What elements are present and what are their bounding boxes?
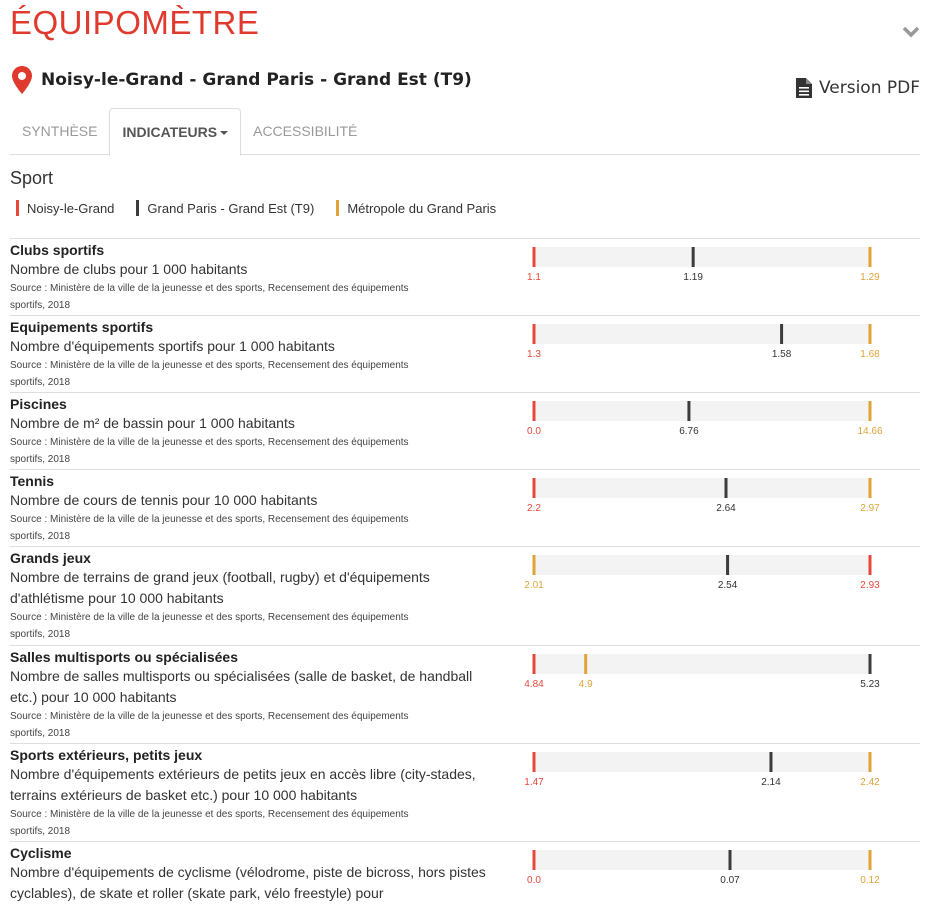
indicator-source: sportifs, 2018 [10,377,71,388]
indicator-row [10,743,920,841]
indicator-gauge [10,393,920,453]
indicator-title: Equipements sportifs [10,319,154,335]
tab-accessibilite-label: ACCESSIBILITÉ [253,123,358,139]
indicator-description: Nombre d'équipements sportifs pour 1 000 habitants [10,338,335,354]
indicator-description: Nombre de salles multisports ou spécialisées (salle de basket, de handball [10,668,473,684]
indicator-source: sportifs, 2018 [10,531,71,542]
legend-swatch-commune [16,200,19,216]
indicator-source: Source : Ministère de la ville de la jeunesse et des sports, Recensement des équipements [10,360,409,371]
gauge-value-metropole: 2.42 [860,777,880,788]
gauge-track [534,401,870,421]
gauge-marker-metropole [869,478,872,498]
gauge-value-metropole: 0.12 [860,875,880,886]
indicator-row [10,841,920,907]
indicator-row [10,546,920,645]
gauge-marker-territoire [769,752,772,772]
gauge-marker-metropole [869,850,872,870]
gauge-value-commune: 2.2 [527,503,541,514]
caret-down-icon [220,131,228,135]
indicator-source: Source : Ministère de la ville de la jeunesse et des sports, Recensement des équipements [10,283,409,294]
gauge-marker-commune [533,324,536,344]
indicator-row [10,645,920,743]
legend-item-territoire [136,200,314,216]
gauge-value-commune: 0.0 [527,426,541,437]
gauge-value-metropole: 1.68 [860,349,880,360]
pdf-version-label: Version PDF [818,78,920,98]
app-title: ÉQUIPOMÈTRE [10,4,260,41]
gauge-track [534,247,870,267]
gauge-marker-metropole [869,247,872,267]
gauge-marker-commune [533,654,536,674]
gauge-value-territoire: 5.23 [860,679,880,690]
legend [16,200,518,216]
gauge-marker-territoire [729,850,732,870]
tab-indicateurs[interactable] [109,108,241,156]
indicator-description: d'athlétisme pour 10 000 habitants [10,590,224,606]
gauge-value-territoire: 1.19 [683,272,703,283]
indicator-description: Nombre de clubs pour 1 000 habitants [10,261,248,277]
tab-accessibilite[interactable] [241,108,369,154]
gauge-marker-commune [533,401,536,421]
indicator-gauge [10,646,920,706]
gauge-marker-metropole [869,324,872,344]
gauge-value-commune: 1.47 [524,777,544,788]
indicator-title: Sports extérieurs, petits jeux [10,747,203,763]
indicator-row [10,315,920,392]
indicator-description: etc.) pour 10 000 habitants [10,689,177,705]
gauge-marker-territoire [687,401,690,421]
gauge-marker-territoire [725,478,728,498]
gauge-value-commune: 1.3 [527,349,541,360]
indicator-source: sportifs, 2018 [10,300,71,311]
gauge-value-metropole: 1.29 [860,272,880,283]
legend-label-territoire: Grand Paris - Grand Est (T9) [147,200,315,216]
gauge-value-metropole: 4.9 [578,679,593,690]
indicator-description: terrains extérieurs de basket etc.) pour 10 000 habitants [10,787,358,803]
gauge-marker-metropole [584,654,587,674]
indicator-title: Cyclisme [10,845,72,861]
gauge-value-metropole: 2.01 [524,580,544,591]
tab-synthese[interactable] [10,108,109,154]
indicator-gauge [10,316,920,376]
indicator-source: sportifs, 2018 [10,826,71,837]
indicator-title: Clubs sportifs [10,242,105,258]
indicator-title: Salles multisports ou spécialisées [10,649,238,665]
indicator-title: Piscines [10,396,67,412]
gauge-track [534,752,870,772]
indicator-row [10,469,920,546]
indicator-row [10,392,920,469]
indicator-source: Source : Ministère de la ville de la jeunesse et des sports, Recensement des équipements [10,437,409,448]
legend-label-metropole: Métropole du Grand Paris [347,200,497,216]
gauge-value-commune: 1.1 [527,272,541,283]
legend-item-commune [16,200,114,216]
gauge-value-metropole: 14.66 [857,426,883,437]
gauge-value-territoire: 2.54 [717,580,738,591]
indicator-title: Tennis [10,473,55,489]
gauge-marker-territoire [869,654,872,674]
indicator-description: Nombre d'équipements extérieurs de petits jeux en accès libre (city-stades, [10,766,476,782]
location-header [12,66,472,94]
tab-bar [10,108,920,155]
gauge-value-territoire: 1.58 [771,349,792,360]
gauge-track [534,478,870,498]
location-name: Noisy-le-Grand - Grand Paris - Grand Est (T9) [41,70,472,90]
gauge-marker-metropole [869,752,872,772]
gauge-value-territoire: 6.76 [679,426,699,437]
gauge-track [534,850,870,870]
gauge-marker-metropole [533,555,536,575]
legend-swatch-metropole [336,200,339,216]
gauge-value-commune: 2.93 [860,580,880,591]
gauge-value-commune: 4.84 [524,679,544,690]
gauge-marker-territoire [692,247,695,267]
indicator-gauge [10,239,920,299]
indicator-source: sportifs, 2018 [10,728,71,739]
indicator-row [10,238,920,315]
document-icon [796,78,812,98]
indicator-description: Nombre d'équipements de cyclisme (vélodrome, piste de bicross, hors pistes [10,864,486,880]
gauge-value-territoire: 2.64 [716,503,736,514]
gauge-marker-metropole [869,401,872,421]
gauge-value-commune: 0.0 [527,875,541,886]
gauge-track [534,555,870,575]
indicator-gauge [10,547,920,607]
gauge-marker-territoire [726,555,729,575]
legend-item-metropole [336,200,496,216]
gauge-marker-commune [533,752,536,772]
indicator-source: Source : Ministère de la ville de la jeunesse et des sports, Recensement des équipements [10,612,409,623]
gauge-track [534,324,870,344]
indicator-description: cyclables), de skate et roller (skate park, vélo freestyle) pour [10,885,384,901]
tab-indicateurs-label: INDICATEURS [122,124,218,140]
gauge-marker-commune [533,850,536,870]
gauge-value-metropole: 2.97 [860,503,880,514]
chevron-down-icon[interactable] [900,20,922,42]
indicator-description: Nombre de cours de tennis pour 10 000 habitants [10,492,318,508]
indicator-gauge [10,470,920,530]
gauge-marker-territoire [780,324,783,344]
indicator-source: Source : Ministère de la ville de la jeunesse et des sports, Recensement des équipements [10,809,409,820]
indicator-source: sportifs, 2018 [10,454,71,465]
gauge-value-territoire: 2.14 [761,777,781,788]
indicator-title: Grands jeux [10,550,91,566]
gauge-marker-commune [869,555,872,575]
gauge-marker-commune [533,247,536,267]
tab-synthese-label: SYNTHÈSE [22,123,98,139]
gauge-marker-commune [533,478,536,498]
gauge-value-territoire: 0.07 [720,875,740,886]
legend-swatch-territoire [136,200,139,216]
legend-label-commune: Noisy-le-Grand [27,200,115,216]
indicator-description: Nombre de m² de bassin pour 1 000 habitants [10,415,295,431]
indicator-description: Nombre de terrains de grand jeux (football, rugby) et d'équipements [10,569,430,585]
pdf-version-button[interactable] [796,78,920,98]
indicator-gauge [10,744,920,804]
indicator-source: sportifs, 2018 [10,629,71,640]
indicator-source: Source : Ministère de la ville de la jeunesse et des sports, Recensement des équipements [10,711,409,722]
indicator-source: Source : Ministère de la ville de la jeunesse et des sports, Recensement des équipements [10,514,409,525]
indicator-gauge [10,842,920,902]
section-title: Sport [10,168,54,188]
map-pin-icon [12,66,32,94]
